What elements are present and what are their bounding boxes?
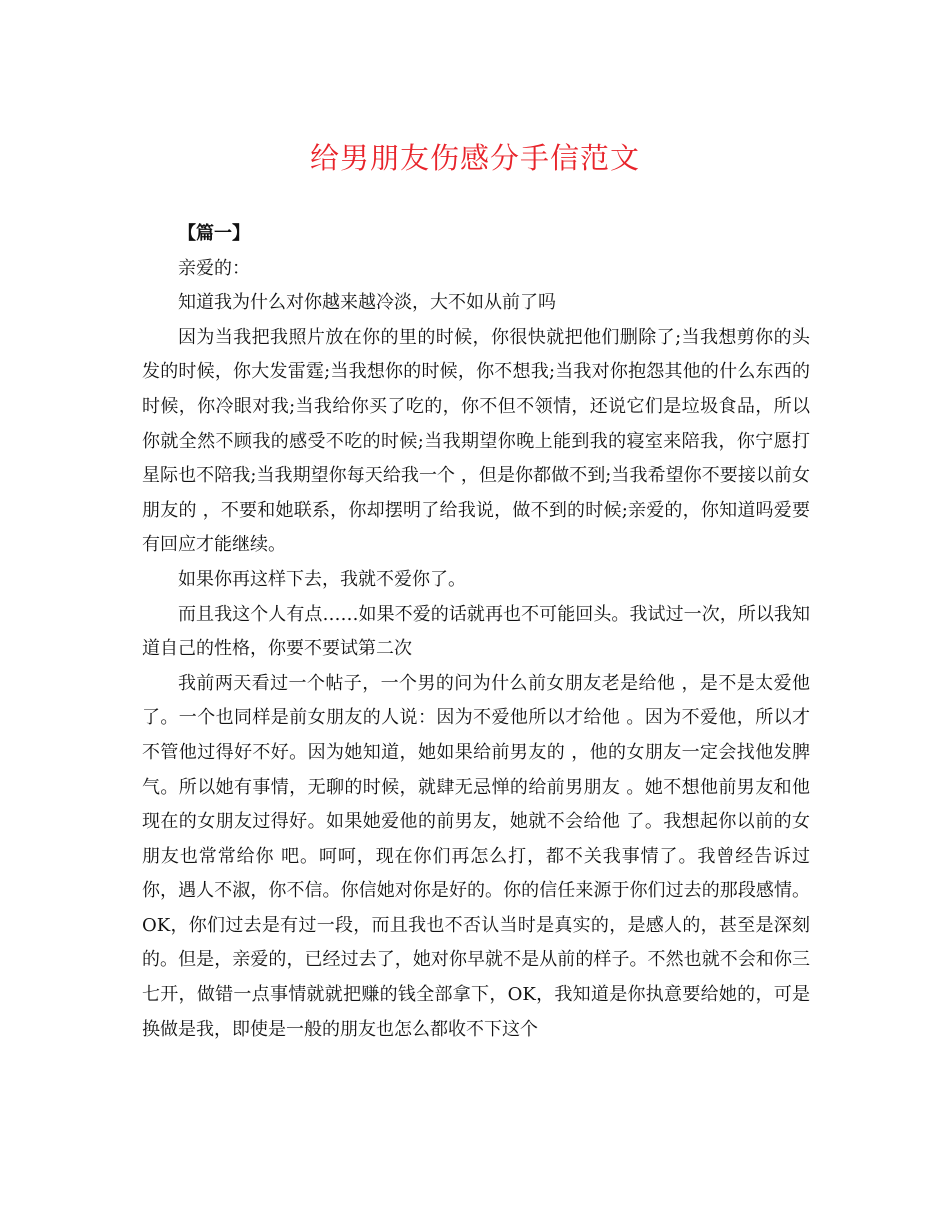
document-title: 给男朋友伤感分手信范文 [309,141,640,175]
document-body [142,217,810,1047]
paragraph: 而且我这个人有点……如果不爱的话就再也不可能回头。我试过一次，所以我知道自己的性格，你要不要试第二次 [142,603,810,660]
paragraph-salutation: 亲爱的： [178,257,250,279]
paragraph: 如果你再这样下去，我就不爱你了。 [178,568,466,590]
paragraph: 我前两天看过一个帖子，一个男的问为什么前女朋友老是给他 ，是不是太爱他了。一个也同样是前女朋友的人说：因为不爱他所以才给他 。因为不爱他，所以才不管他过得好不好。因为她知道，她如果给前男友的 ，他的女朋友一定会找他发脾气。所以她有事情，无聊的时候，就肆无忌惮的给前男朋友 。她不想他前男友和他现在的女朋友过得好。如果她爱他的前男友，她就不会给他 了。我想起你以前的女朋友也常常给你 吧。呵呵，现在你们再怎么打，都不关我事情了。我曾经告诉过你，遇人不淑，你不信。你信她对你是好的。你的信任来源于你们过去的那段感情。OK，你们过去是有过一段，而且我也不否认当时是真实的，是感人的，甚至是深刻的。但是，亲爱的，已经过去了，她对你早就不是从前的样子。不然也就不会和你三七开，做错一点事情就就把赚的钱全部拿下，OK，我知道是你执意要给她的，可是换做是我，即使是一般的朋友也怎么都收不下这个 [142,672,810,1040]
paragraph: 知道我为什么对你越来越冷淡，大不如从前了吗 [178,292,556,314]
section-label: 【篇一】 [178,223,250,244]
paragraph: 因为当我把我照片放在你的里的时候，你很快就把他们删除了;当我想剪你的头发的时候，你大发雷霆;当我想你的时候，你不想我;当我对你抱怨其他的什么东西的时候，你冷眼对我;当我给你买了吃的，你不但不领情，还说它们是垃圾食品，所以你就全然不顾我的感受不吃的时候;当我期望你晚上能到我的寝室来陪我，你宁愿打星际也不陪我;当我期望你每天给我一个 ，但是你都做不到;当我希望你不要接以前女朋友的 ，不要和她联系，你却摆明了给我说，做不到的时候;亲爱的，你知道吗爱要有回应才能继续。 [142,326,810,556]
